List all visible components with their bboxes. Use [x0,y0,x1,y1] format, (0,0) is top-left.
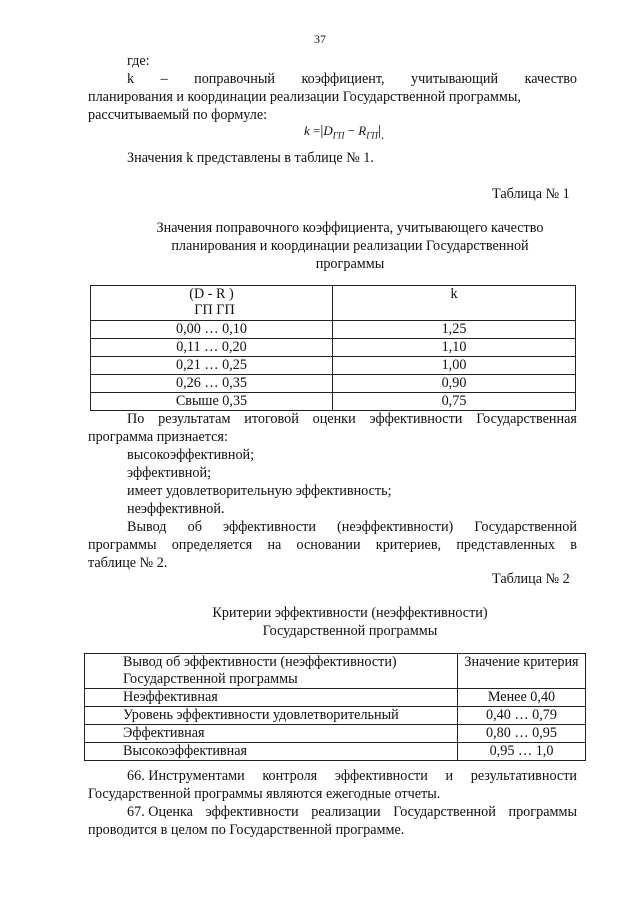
table1-title-line-2: планирования и координации реализации Государственной [171,238,529,254]
table-row [91,357,576,375]
table2-conclusion-cell: Эффективная [85,725,458,743]
word: на [267,537,282,553]
formula-r-sub: ГП [366,130,378,141]
table-row [91,393,576,411]
table1-k-cell: 1,10 [333,339,576,357]
table2-value-cell: 0,40 … 0,79 [458,707,586,725]
word: эффективности [369,411,463,427]
table1-range-cell: 0,11 … 0,20 [91,339,333,357]
table1-k-cell: 0,90 [333,375,576,393]
word: k [127,71,135,87]
table-row [85,725,586,743]
word: об [187,519,202,535]
result-paragraph-line-1 [127,410,577,428]
table1-range-cell: 0,00 … 0,10 [91,321,333,339]
word: Государственной [474,519,577,535]
table2-conclusion-cell: Высокоэффективная [85,743,458,761]
table2-value-cell: Менее 0,40 [458,689,586,707]
table1-k-cell: 1,00 [333,357,576,375]
table2-label: Таблица № 2 [492,571,570,587]
table1-header-k: k [333,286,576,321]
result-paragraph-line-2: программа признается: [88,429,228,445]
word: поправочный [194,71,275,87]
table-row [85,743,586,761]
word: эффективности [222,519,316,535]
formula-k: k [304,123,310,138]
word: определяется [171,537,253,553]
conclusion-paragraph-line-3: таблице № 2. [88,555,168,571]
word: качество [524,71,577,87]
formula [304,122,384,145]
table-row [85,689,586,707]
table1-header-range [91,286,333,321]
table-row [85,707,586,725]
word: и [445,768,454,784]
formula-minus: − [347,123,355,138]
formula-period: . [380,127,385,142]
table-row [91,339,576,357]
word: учитывающий [411,71,499,87]
table2-conclusion-cell: Неэффективная [85,689,458,707]
table1-k-cell: 0,75 [333,393,576,411]
k-definition-line-2: планирования и координации реализации Государственной программы, [88,89,521,105]
word: результатам [158,411,231,427]
table2-header-conclusion-line-1: Вывод об эффективности (неэффективности) [123,654,397,670]
table2 [84,653,586,761]
paragraph-67-line-1 [127,803,577,821]
word: программы [88,537,157,553]
formula-abs-open: | [320,123,324,139]
conclusion-paragraph-line-1 [127,518,577,536]
list-item: эффективной; [127,465,212,481]
formula-d-sub: ГП [332,130,345,141]
list-item: имеет удовлетворительную эффективность; [127,483,392,499]
k-definition-line-1 [127,70,577,88]
values-note: Значения k представлены в таблице № 1. [127,150,374,166]
where-label: где: [127,53,150,69]
formula-d: D [323,123,333,138]
formula-r: R [358,123,367,138]
word: контроля [262,768,318,784]
list-item: высокоэффективной; [127,447,255,463]
word: (неэффективности) [337,519,454,535]
table1-title-line-1: Значения поправочного коэффициента, учитывающего качество [156,220,544,236]
word: результативности [470,768,577,784]
k-definition-line-3: рассчитываемый по формуле: [88,107,268,123]
word: реализации [311,804,381,820]
table2-value-cell: 0,80 … 0,95 [458,725,586,743]
table2-value-cell: 0,95 … 1,0 [458,743,586,761]
table2-conclusion-cell: Уровень эффективности удовлетворительный [85,707,458,725]
formula-equals: = [313,123,321,138]
table2-header-conclusion [85,654,458,689]
table1-range-cell: Свыше 0,35 [91,393,333,411]
word: 67. Оценка [127,804,193,820]
word: итоговой [244,411,299,427]
paragraph-67-line-2: проводится в целом по Государственной программе. [88,822,405,838]
word: Государственной [393,804,496,820]
word: в [570,537,577,553]
table1-header-range-bottom: ГП ГП [194,302,235,318]
word: коэффициент, [301,71,385,87]
table1 [90,285,576,411]
table1-header-row [91,286,576,321]
list-item: неэффективной. [127,501,225,517]
table-row [91,375,576,393]
table1-title-line-3: программы [315,256,385,272]
table1-header-range-top: (D - R ) [189,286,234,302]
table1-label: Таблица № 1 [492,186,570,202]
word: критериев, [375,537,442,553]
page-number: 37 [314,32,326,46]
table2-title-line-1: Критерии эффективности (неэффективности) [212,605,488,621]
word: эффективности [334,768,428,784]
word: 66. Инструментами [127,768,245,784]
formula-abs-close: | [377,123,381,139]
table1-range-cell: 0,26 … 0,35 [91,375,333,393]
word: Государственная [476,411,577,427]
word: По [127,411,145,427]
table2-header-value: Значение критерия [458,654,586,689]
table1-range-cell: 0,21 … 0,25 [91,357,333,375]
paragraph-66-line-1 [127,767,577,785]
word: оценки [312,411,356,427]
table-row [91,321,576,339]
table2-title-line-2: Государственной программы [262,623,438,639]
word: основании [296,537,361,553]
word: эффективности [205,804,299,820]
word: представленных [456,537,556,553]
word: – [160,71,168,87]
table1-k-cell: 1,25 [333,321,576,339]
paragraph-66-line-2: Государственной программы являются ежегодные отчеты. [88,786,441,802]
word: программы [508,804,577,820]
table2-header-conclusion-line-2: Государственной программы [123,671,298,687]
conclusion-paragraph-line-2 [88,536,577,554]
table2-header-row [85,654,586,689]
word: Вывод [127,519,167,535]
